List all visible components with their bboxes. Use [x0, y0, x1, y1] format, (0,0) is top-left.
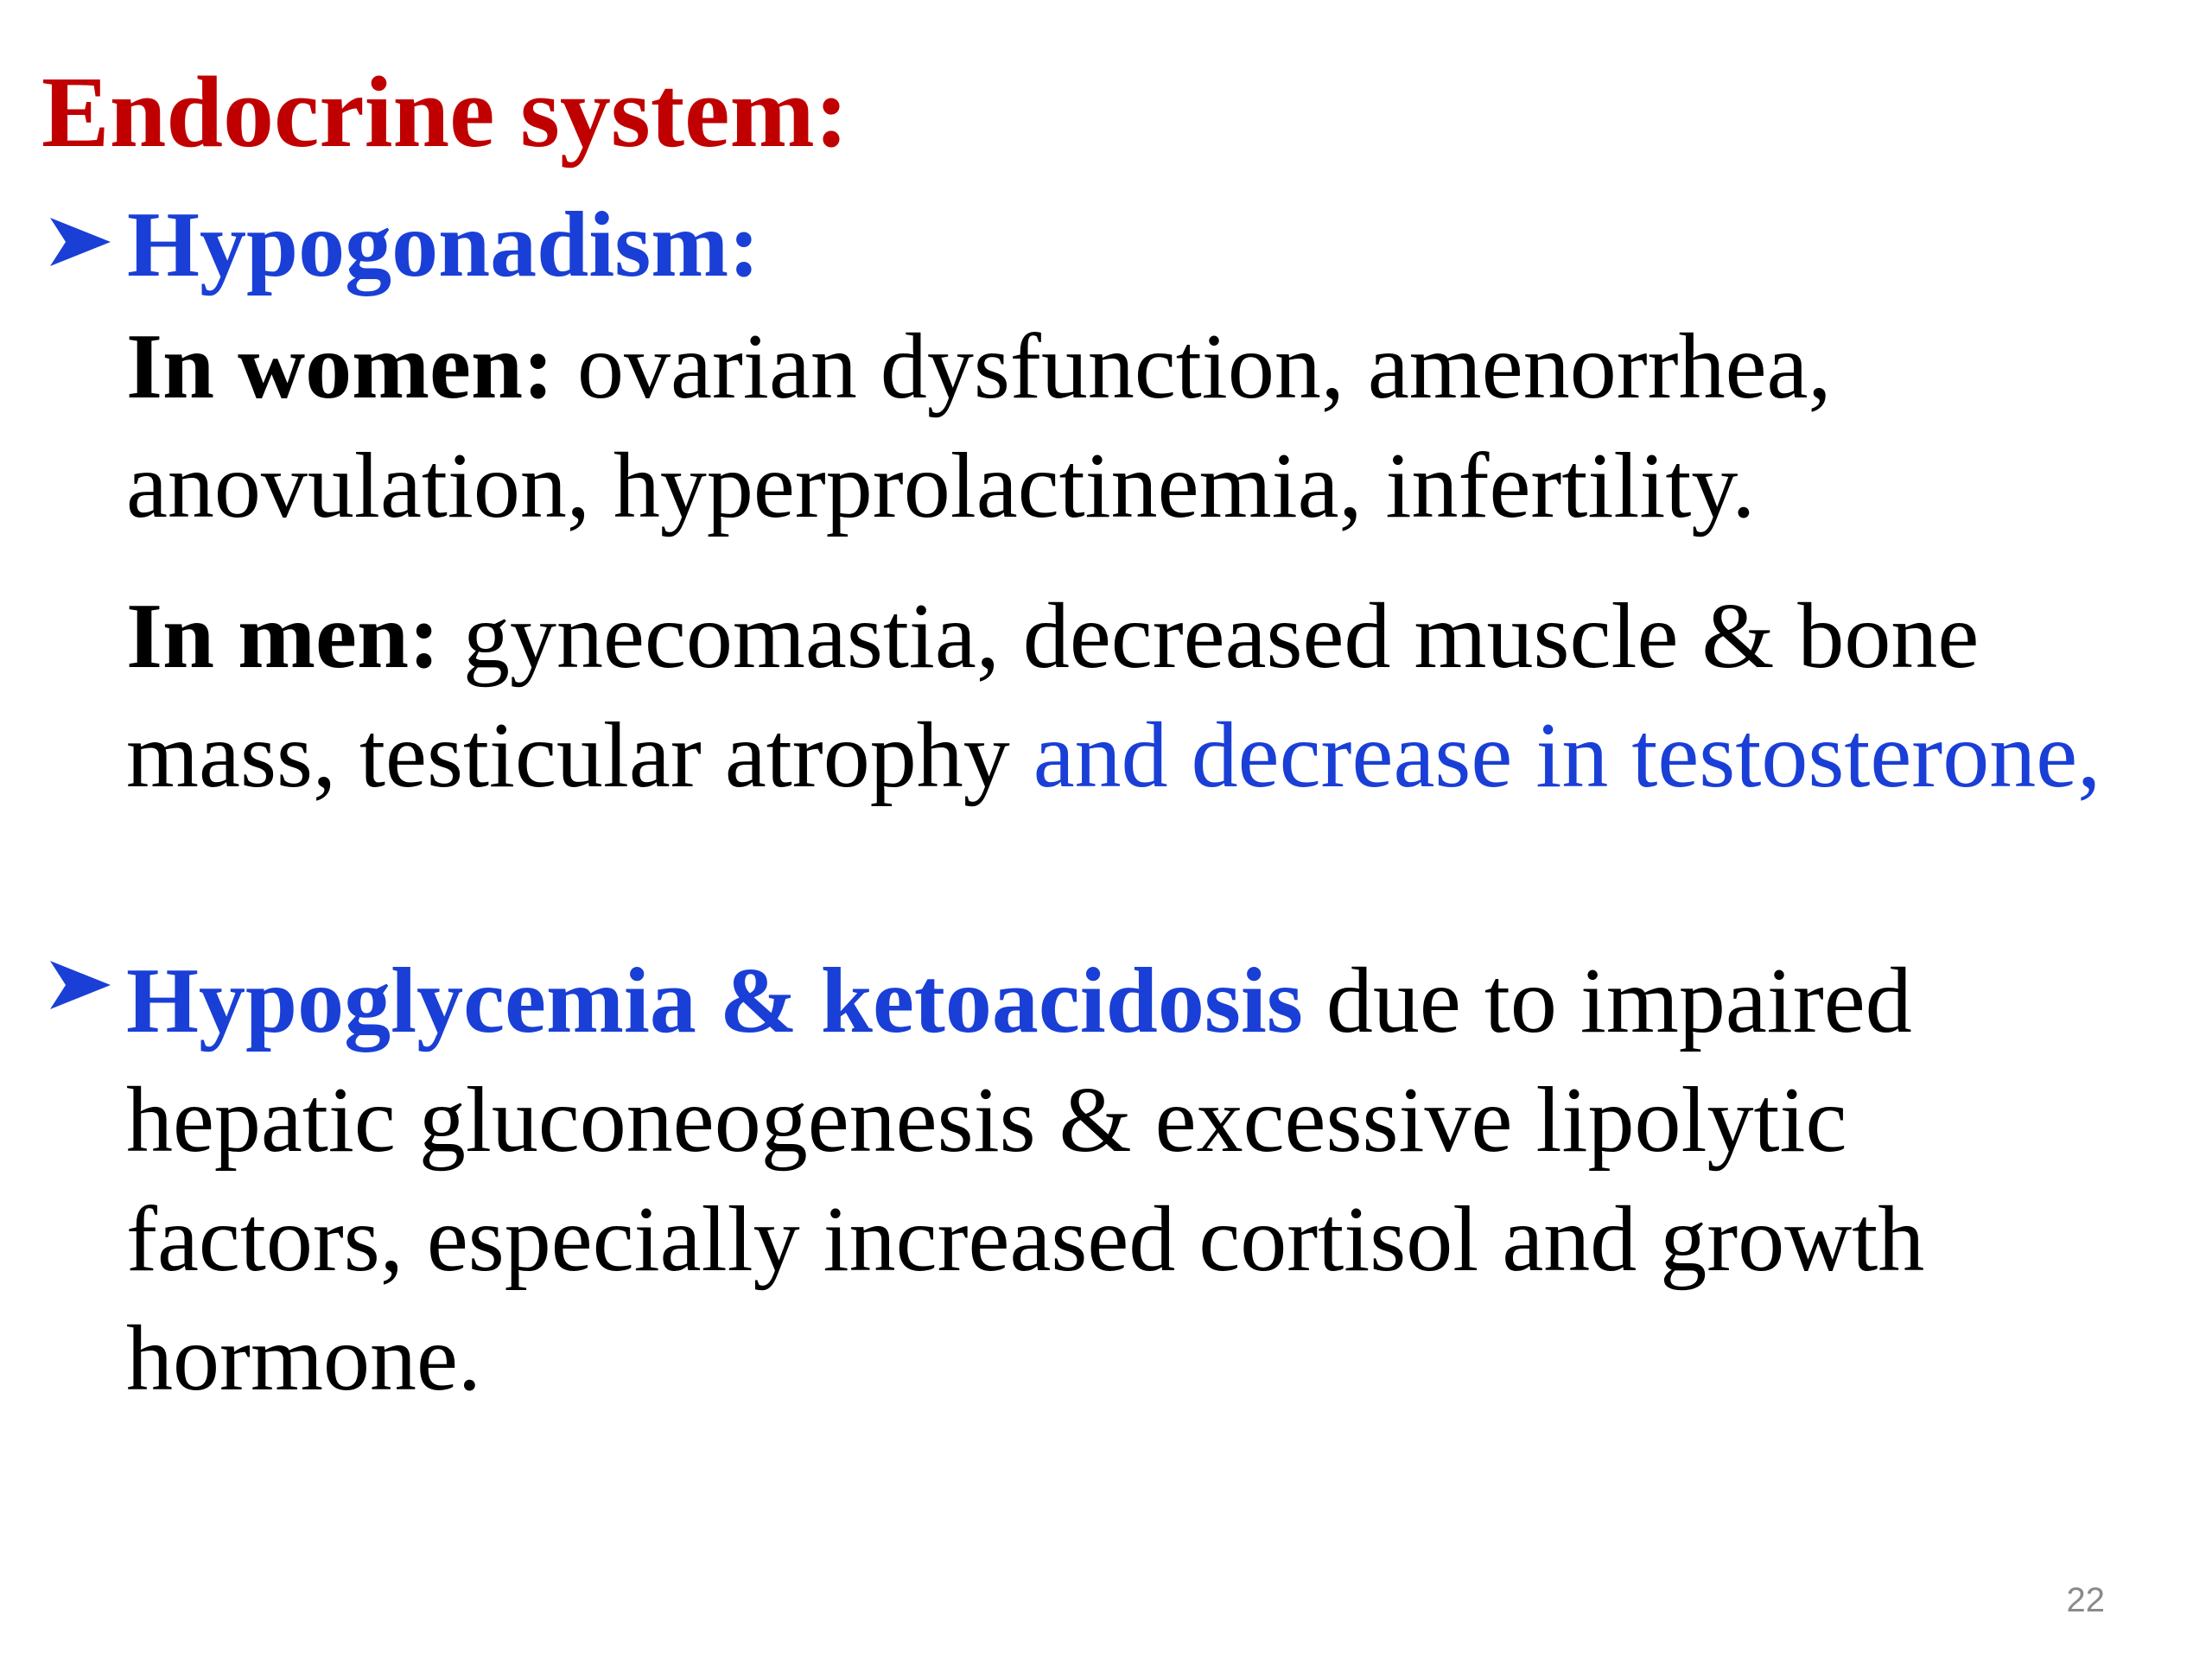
slide-title: Endocrine system: [41, 55, 849, 168]
hypogonadism-heading: Hypogonadism: [127, 194, 760, 296]
hypoglycemia-heading: Hypoglycemia & ketoacidosis [126, 950, 1303, 1052]
hypoglycemia-paragraph [126, 942, 2174, 1419]
arrowhead-bullet-icon [43, 942, 125, 1028]
men-paragraph [126, 577, 2174, 816]
women-label: In women: [126, 315, 555, 418]
hypoglycemia-line-4: hormone. [126, 1307, 481, 1410]
men-text-1: gynecomastia, decreased muscle & bone [440, 585, 1980, 688]
page-number: 22 [2066, 1581, 2105, 1619]
arrowhead-bullet-icon [43, 199, 125, 285]
men-label: In men: [126, 585, 441, 688]
women-text-1: ovarian dysfunction, amenorrhea, [554, 315, 1832, 418]
men-text-2: mass, testicular atrophy [126, 704, 1033, 807]
hypoglycemia-text-1: due to impaired [1302, 950, 1912, 1052]
hypoglycemia-line-2: hepatic gluconeogenesis & excessive lipolytic [126, 1069, 1847, 1172]
men-text-2-highlight: and decrease in testosterone, [1033, 704, 2101, 807]
men-line-1 [126, 577, 2174, 696]
women-line-1 [126, 308, 2174, 427]
men-line-2 [126, 696, 2174, 816]
hypoglycemia-line-3: factors, especially increased cortisol and growth [126, 1188, 1925, 1291]
women-paragraph [126, 308, 2174, 546]
women-line-2: anovulation, hyperprolactinemia, infertility. [126, 435, 1756, 537]
hypoglycemia-line-1 [126, 942, 2174, 1061]
